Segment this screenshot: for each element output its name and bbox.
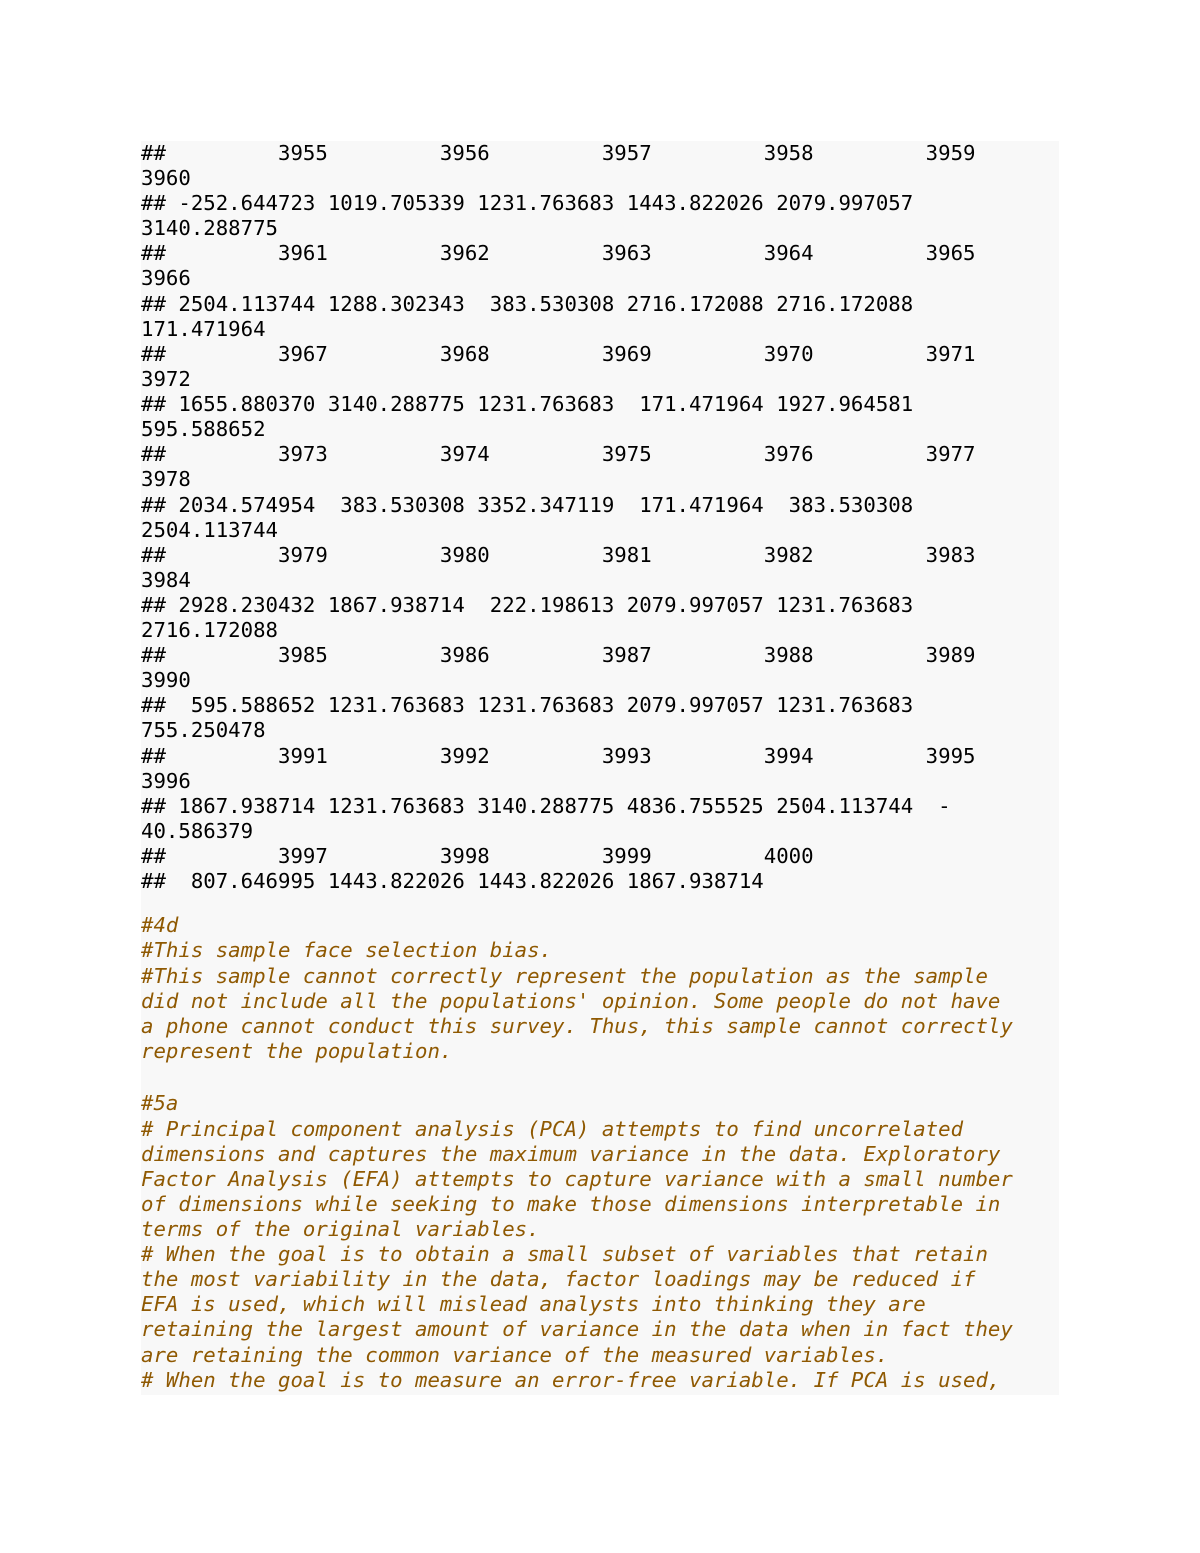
- output-line: ## 3973 3974 3975 3976 3977: [141, 442, 976, 466]
- output-line: 755.250478: [141, 718, 266, 742]
- output-line: 595.588652: [141, 417, 266, 441]
- comment-line: # Principal component analysis (PCA) attempts to find uncorrelated: [141, 1117, 964, 1141]
- comment-line: are retaining the common variance of the measured variables.: [141, 1343, 889, 1367]
- output-line: 2504.113744: [141, 518, 279, 542]
- output-line: ## 2928.230432 1867.938714 222.198613 2079.997057 1231.763683: [141, 593, 914, 617]
- comment-line: retaining the largest amount of variance in the data when in fact they: [141, 1317, 1013, 1341]
- output-line: 3966: [141, 266, 191, 290]
- comment-line: terms of the original variables.: [141, 1217, 540, 1241]
- comment-line: #5a: [141, 1091, 179, 1115]
- output-line: 40.586379: [141, 819, 254, 843]
- output-line: ## 807.646995 1443.822026 1443.822026 1867.938714: [141, 869, 764, 893]
- comment-line: #This sample cannot correctly represent the population as the sample: [141, 964, 988, 988]
- output-line: ## 2504.113744 1288.302343 383.530308 2716.172088 2716.172088: [141, 292, 914, 316]
- comment-line: of dimensions while seeking to make those dimensions interpretable in: [141, 1192, 1001, 1216]
- output-line: 3978: [141, 467, 191, 491]
- output-line: ## 3997 3998 3999 4000: [141, 844, 814, 868]
- comment-line: the most variability in the data, factor loadings may be reduced if: [141, 1267, 976, 1291]
- output-line: 3996: [141, 769, 191, 793]
- output-line: 3990: [141, 668, 191, 692]
- output-line: 2716.172088: [141, 618, 279, 642]
- comment-line: represent the population.: [141, 1039, 453, 1063]
- output-line: ## 3961 3962 3963 3964 3965: [141, 241, 976, 265]
- output-line: ## 3985 3986 3987 3988 3989: [141, 643, 976, 667]
- output-line: 171.471964: [141, 317, 266, 341]
- comment-line: # When the goal is to obtain a small subset of variables that retain: [141, 1242, 988, 1266]
- comment-line: #This sample face selection bias.: [141, 938, 553, 962]
- output-line: ## -252.644723 1019.705339 1231.763683 1443.822026 2079.997057: [141, 191, 914, 215]
- output-line: 3984: [141, 568, 191, 592]
- comment-line: dimensions and captures the maximum variance in the data. Exploratory: [141, 1142, 1001, 1166]
- output-line: 3140.288775: [141, 216, 279, 240]
- output-line: ## 3979 3980 3981 3982 3983: [141, 543, 976, 567]
- comment-line: did not include all the populations' opinion. Some people do not have: [141, 989, 1001, 1013]
- output-line: ## 3955 3956 3957 3958 3959: [141, 141, 976, 165]
- comment-line: a phone cannot conduct this survey. Thus, this sample cannot correctly: [141, 1014, 1013, 1038]
- comment-line: #4d: [141, 913, 179, 937]
- output-line: ## 1655.880370 3140.288775 1231.763683 171.471964 1927.964581: [141, 392, 914, 416]
- output-line: 3960: [141, 166, 191, 190]
- output-line: ## 595.588652 1231.763683 1231.763683 2079.997057 1231.763683: [141, 693, 914, 717]
- output-line: 3972: [141, 367, 191, 391]
- output-line: ## 1867.938714 1231.763683 3140.288775 4836.755525 2504.113744 -: [141, 794, 951, 818]
- comment-line: EFA is used, which will mislead analysts into thinking they are: [141, 1292, 926, 1316]
- output-line: ## 3967 3968 3969 3970 3971: [141, 342, 976, 366]
- comment-line: Factor Analysis (EFA) attempts to capture variance with a small number: [141, 1167, 1013, 1191]
- comment-line: # When the goal is to measure an error-free variable. If PCA is used,: [141, 1368, 1001, 1392]
- output-line: ## 3991 3992 3993 3994 3995: [141, 744, 976, 768]
- output-line: ## 2034.574954 383.530308 3352.347119 171.471964 383.530308: [141, 493, 914, 517]
